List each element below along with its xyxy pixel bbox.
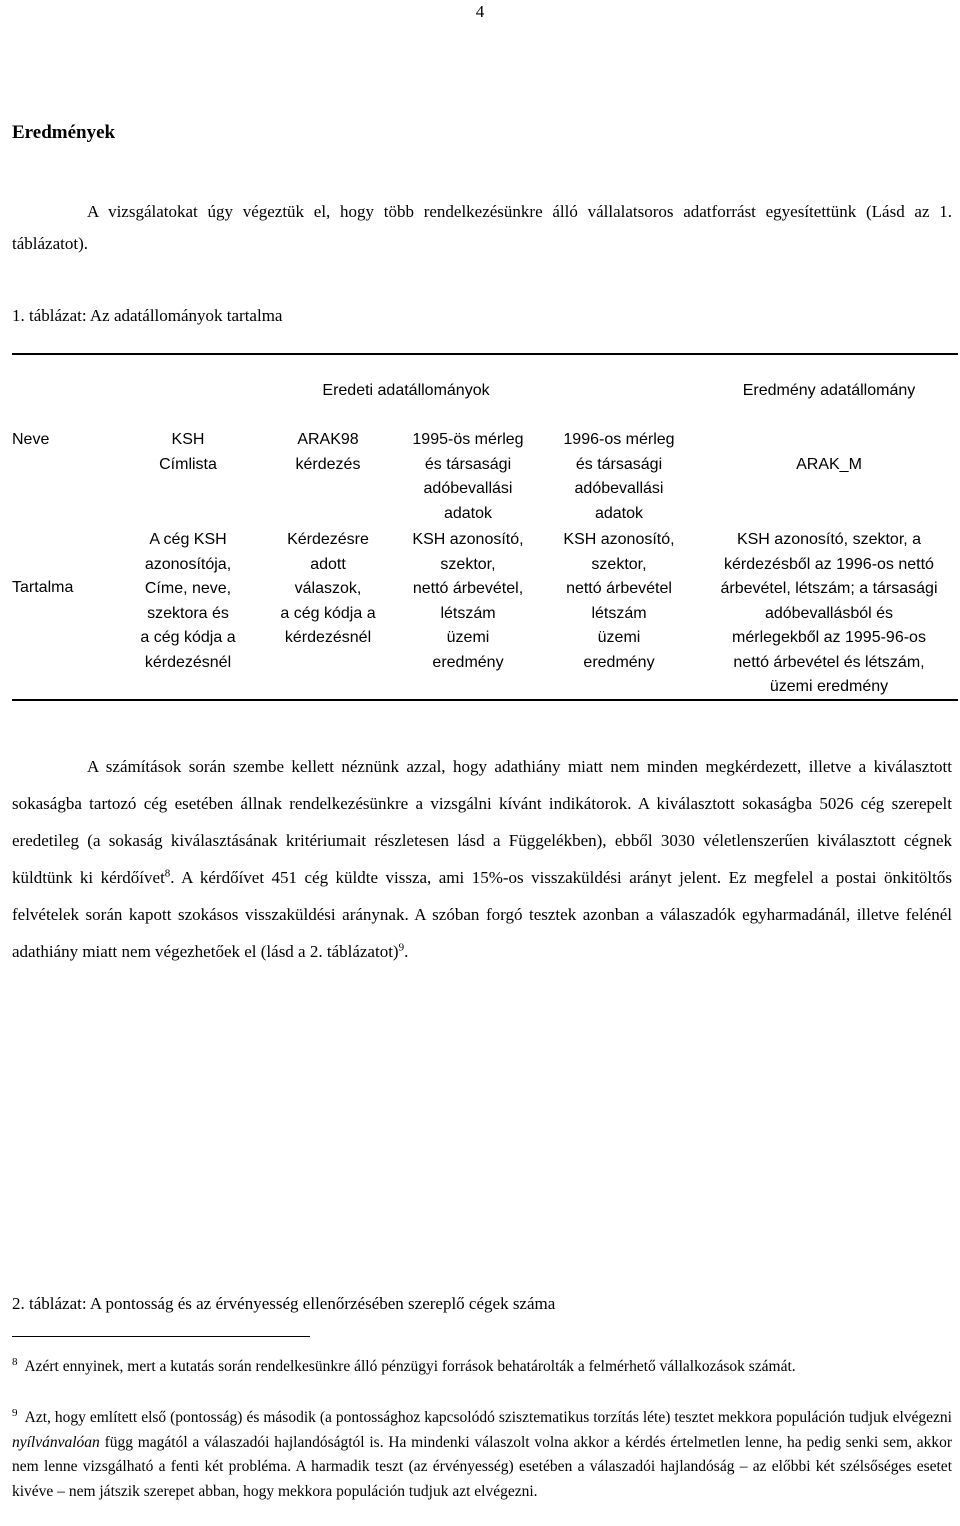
col3-content-line: eredmény bbox=[432, 653, 504, 671]
body-paragraph bbox=[12, 748, 952, 970]
table1-bottom-rule bbox=[12, 699, 958, 701]
row-label-name: Neve bbox=[12, 431, 50, 448]
col3-name-line: és társasági bbox=[424, 455, 512, 473]
col5-name bbox=[700, 453, 958, 478]
col2-name bbox=[266, 428, 390, 477]
table1-caption: 1. táblázat: Az adatállományok tartalma bbox=[12, 306, 283, 325]
col2-content bbox=[266, 528, 390, 651]
col3-content-line: üzemi bbox=[446, 629, 490, 646]
footnote-italic-word: nyílvánvalóan bbox=[12, 1433, 100, 1451]
col5-content-line: mérlegekből az 1995-96-os bbox=[732, 629, 926, 646]
col5-content-line: adóbevallásból és bbox=[764, 604, 894, 622]
row-label-content: Tartalma bbox=[12, 579, 74, 596]
col3-content-line: nettó árbevétel, bbox=[412, 580, 524, 597]
intro-paragraph bbox=[12, 196, 952, 260]
col5-content-line: üzemi eredmény bbox=[769, 678, 889, 695]
col3-name-line: adóbevallási bbox=[423, 480, 513, 497]
col4-content-line: üzemi bbox=[597, 629, 641, 646]
col1-content-line: a cég kódja a bbox=[140, 629, 236, 646]
col1-name-line: KSH bbox=[171, 431, 205, 448]
intro-text: A vizsgálatokat úgy végeztük el, hogy több rendelkezésünkre álló vállalatsoros adatforrást egyesítettünk (Lásd az 1. táblázatot). bbox=[12, 202, 952, 253]
col4-name bbox=[546, 428, 692, 526]
col2-content-line: adott bbox=[310, 555, 346, 573]
col1-content-line: szektora és bbox=[147, 604, 229, 622]
footnote-text: függ magától a válaszadói hajlandóságtól is. Ha mindenki válaszolt volna akkor a kérdés értelmetlen lenne, ha pedig senki sem, akkor nem lenne vizsgálható a fenti két probléma. A harmadik teszt (az érvényesség) esetében a válaszadói hajlandóság – az előbbi két szélsőséges esetet kivéve – nem játszik szerepet abban, hogy mekkora populáción tudjuk azt elvégezni. bbox=[12, 1433, 952, 1500]
col2-content-line: Kérdezésre bbox=[287, 531, 369, 548]
col2-name-line: kérdezés bbox=[295, 455, 361, 473]
col1-content-line: A cég KSH bbox=[149, 531, 227, 548]
col4-content-line: nettó árbevétel bbox=[566, 580, 672, 597]
footnote-text: Azt, hogy említett első (pontosság) és második (a pontossághoz kapcsolódó szisztematikus torzítás léte) tesztet mekkora populáción tudjuk elvégezni bbox=[24, 1409, 952, 1426]
col3-content-line: szektor, bbox=[440, 555, 496, 573]
col4-content-line: eredmény bbox=[583, 653, 655, 671]
col4-name-line: és társasági bbox=[575, 455, 663, 473]
col5-content-line: nettó árbevétel és létszám, bbox=[733, 653, 925, 671]
col4-name-line: adóbevallási bbox=[574, 480, 664, 497]
col4-content-line: létszám bbox=[591, 604, 647, 622]
col1-content-line: azonosítója, bbox=[144, 555, 232, 573]
col5-content-line: kérdezésből az 1996-os nettó bbox=[724, 555, 934, 573]
body-text-part1: A számítások során szembe kellett néznünk azzal, hogy adathiány miatt nem minden megkérdezett, illetve a kiválasztott sokaságba tartozó cég esetében állnak rendelkezésünkre a vizsgálni kívánt indikátorok. A kiválasztott sokaságba 5026 cég szerepelt eredetileg (a sokaság kiválasztásának kritériumait részletesen lásd a Függelékben), ebből 3030 véletlenszerűen kiválasztott cégnek küldtünk ki kérdőívet bbox=[12, 757, 952, 887]
col4-name-line: adatok bbox=[594, 504, 644, 522]
col3-name-line: adatok bbox=[443, 504, 493, 522]
col3-content-line: létszám bbox=[440, 604, 496, 622]
footnote-number: 9 bbox=[12, 1406, 18, 1419]
footnote-text: Azért ennyinek, mert a kutatás során rendelkesünkre álló pénzügyi források behatárolták a felmérhető vállalkozások számát. bbox=[24, 1358, 796, 1375]
table2-caption: 2. táblázat: A pontosság és az érvényesség ellenőrzésében szereplő cégek száma bbox=[12, 1294, 556, 1313]
col3-name-line: 1995-ös mérleg bbox=[412, 431, 524, 448]
footnote-number: 8 bbox=[12, 1355, 18, 1368]
col3-content-line: KSH azonosító, bbox=[412, 531, 524, 548]
col4-content bbox=[546, 528, 692, 675]
body-text-part2: . A kérdőívet 451 cég küldte vissza, ami 15%-os visszaküldési arányt jelent. Ez megfelel a postai önkitöltős felvételek során kapott szokásos visszaküldési aránynak. A szóban forgó tesztek azonban a válaszadók egyharmadánál, illetve felénél adathiány miatt nem végezhetőek el (lásd a 2. táblázatot) bbox=[12, 868, 952, 961]
col4-content-line: szektor, bbox=[591, 555, 647, 573]
group-header-original: Eredeti adatállományok bbox=[322, 382, 490, 399]
col4-content-line: KSH azonosító, bbox=[563, 531, 675, 548]
footnote-ref-9[interactable]: 9 bbox=[398, 941, 405, 954]
footnote-8 bbox=[12, 1355, 952, 1380]
footnote-ref-8[interactable]: 8 bbox=[164, 867, 171, 880]
col2-content-line: a cég kódja a bbox=[280, 604, 376, 622]
col1-content bbox=[128, 528, 248, 675]
table1-top-rule bbox=[12, 353, 958, 355]
group-header-result: Eredmény adatállomány bbox=[742, 382, 916, 399]
col1-name bbox=[128, 428, 248, 477]
col5-content-line: árbevétel, létszám; a társasági bbox=[720, 580, 938, 597]
col1-content-line: Címe, neve, bbox=[144, 580, 232, 597]
col5-content bbox=[700, 528, 958, 700]
col1-name-line: Címlista bbox=[159, 455, 217, 473]
footnote-9 bbox=[12, 1406, 952, 1504]
section-heading: Eredmények bbox=[12, 122, 116, 143]
col2-content-line: kérdezésnél bbox=[284, 629, 372, 646]
page-number: 4 bbox=[475, 2, 485, 21]
col5-content-line: KSH azonosító, szektor, a bbox=[736, 531, 922, 548]
body-text-part3: . bbox=[404, 942, 409, 961]
col2-content-line: válaszok, bbox=[294, 580, 362, 597]
footnote-separator bbox=[12, 1336, 310, 1337]
col2-name-line: ARAK98 bbox=[297, 431, 359, 448]
col5-name-line: ARAK_M bbox=[796, 456, 862, 473]
col3-content bbox=[395, 528, 541, 675]
col4-name-line: 1996-os mérleg bbox=[563, 431, 675, 448]
col3-name bbox=[395, 428, 541, 526]
col1-content-line: kérdezésnél bbox=[144, 653, 232, 671]
